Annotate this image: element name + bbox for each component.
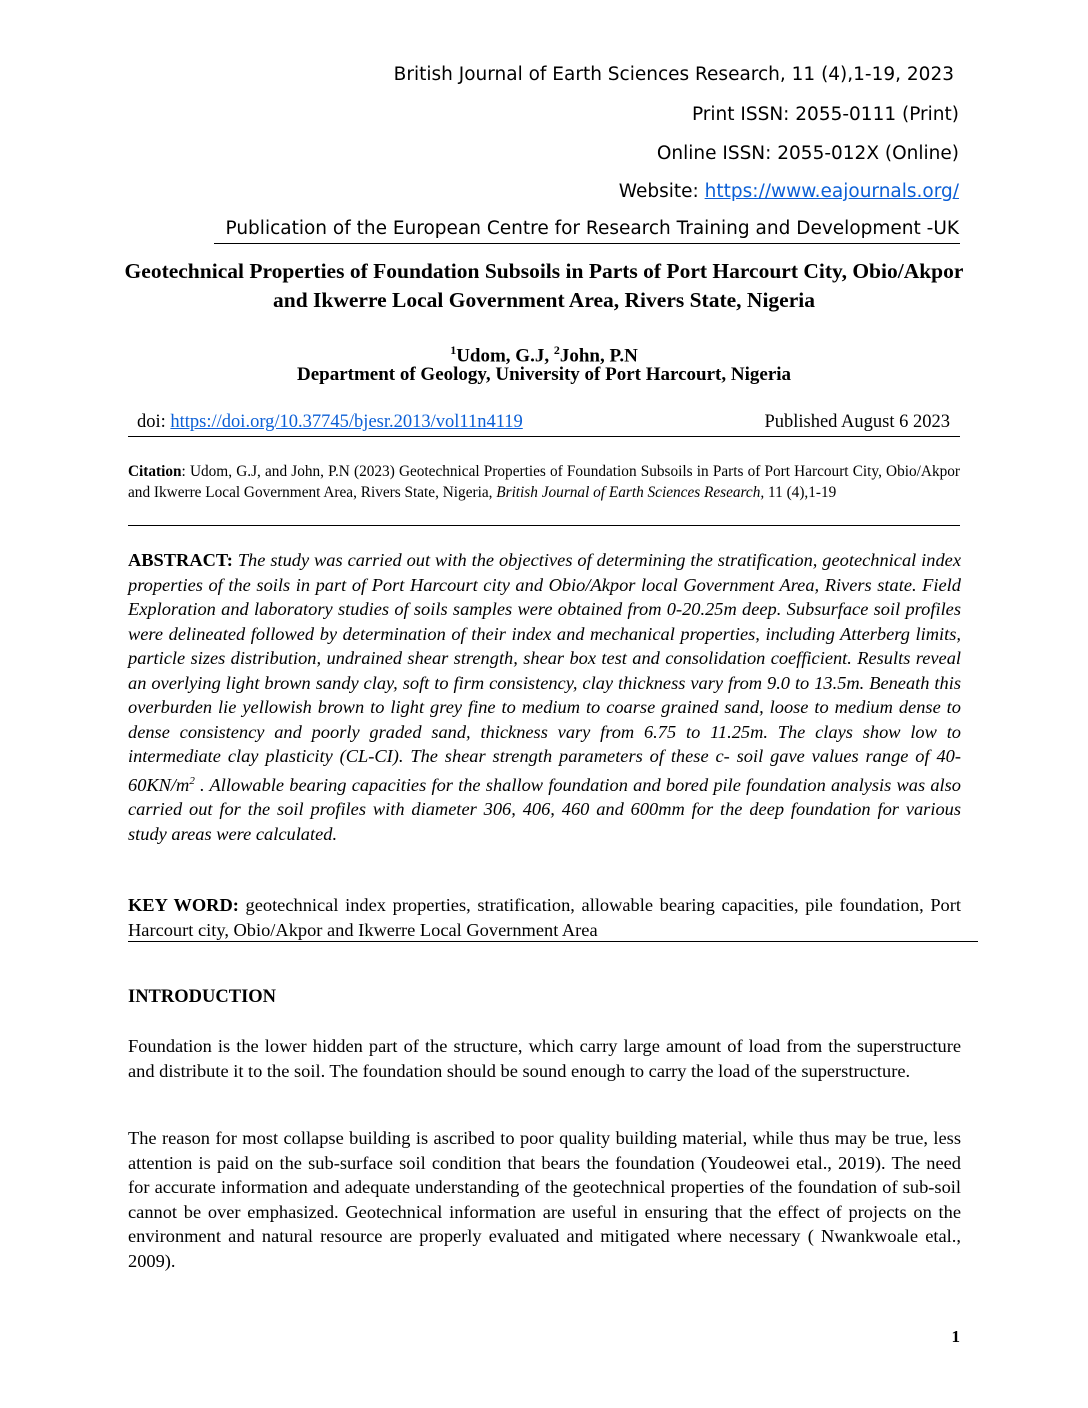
page-number: 1 [951,1327,960,1346]
introduction-heading: INTRODUCTION [128,987,277,1007]
author1-name: Udom, G.J, [456,345,554,367]
print-issn: Print ISSN: 2055-0111 (Print) [691,104,959,125]
paper-title: Geotechnical Properties of Foundation Subsoils in Parts of Port Harcourt City, Obio/Akpor and Ikwerre Local Government Area, Rivers State, Nigeria [124,259,964,312]
author1-affiliation-mark: 1 [450,343,457,357]
abstract-text-continued: . Allowable bearing capacities for the shallow foundation and bored pile foundation analysis was also carried out for the soil profiles with diameter 306, 406, 460 and 600mm for the deep foundation for various study areas were calculated. [128,774,961,844]
citation-issue: 11 (4),1-19 [764,484,837,501]
department: Department of Geology, University of Port Harcourt, Nigeria [296,364,792,385]
header-divider [214,243,960,244]
keywords [128,893,961,942]
online-issn: Online ISSN: 2055-012X (Online) [656,143,959,164]
doi-link[interactable]: https://doi.org/10.37745/bjesr.2013/vol11n4119 [170,412,523,432]
citation-text: : Udom, G.J, and John, P.N (2023) Geotechnical Properties of Foundation Subsoils in Parts of Port Harcourt City, Obio/Akpor and Ikwerre Local Government Area, Rivers State, Nigeria, [128,463,960,501]
doi-label: doi: [137,412,171,432]
abstract [128,548,961,846]
abstract-text: The study was carried out with the objectives of determining the stratification, geotechnical index properties of the soils in part of Port Harcourt city and Obio/Akpor local Government Area, Rivers state. Field Exploration and laboratory studies of soils samples were obtained from 0-20.25m deep. Subsurface soil profiles were delineated followed by determination of their index and mechanical properties, including Atterberg limits, particle sizes distribution, undrained shear strength, shear box test and consolidation coefficient. Results reveal an overlying light brown sandy clay, soft to firm consistency, clay thickness vary from 9.0 to 13.5m. Beneath this overburden lie yellowish brown to light grey fine to medium to coarse grained sand, loose to medium dense to dense consistency and poorly graded sand, thickness vary from 6.75 to 11.25m. The clays show low to intermediate clay plasticity (CL-CI). The shear strength parameters of these c- soil gave values range of 40-60KN/m [128,550,961,795]
citation [128,461,960,503]
author2-name: John, P.N [559,345,638,367]
published-date: Published August 6 2023 [764,412,950,432]
abstract-superscript: 2 [189,774,195,787]
doi-divider [128,436,960,437]
journal-line: British Journal of Earth Sciences Research, 11 (4),1-19, 2023 [393,64,954,85]
citation-label: Citation [128,463,182,480]
introduction-paragraph-1: Foundation is the lower hidden part of the structure, which carry large amount of load from the superstructure and distribute it to the soil. The foundation should be sound enough to carry the load of the superstructure. [128,1036,961,1081]
citation-journal: British Journal of Earth Sciences Research, [496,484,765,501]
abstract-label: ABSTRACT: [128,550,238,570]
keywords-text: geotechnical index properties, stratification, allowable bearing capacities, pile foundation, Port Harcourt city, Obio/Akpor and Ikwerre Local Government Area [128,895,961,940]
author2-affiliation-mark: 2 [553,343,560,357]
keywords-divider [128,941,978,942]
website-link[interactable]: https://www.eajournals.org/ [704,181,959,202]
website-label: Website: [618,181,705,202]
introduction-paragraph-2: The reason for most collapse building is ascribed to poor quality building material, while thus may be true, less attention is paid on the sub-surface soil condition that bears the foundation (Youdeowei etal., 2019). The need for accurate information and adequate understanding of the geotechnical properties of the foundation of sub-soil cannot be over emphasized. Geotechnical information are useful in ensuring that the effect of projects on the environment and natural resource are properly evaluated and mitigated where necessary ( Nwankwoale etal., 2009). [128,1128,961,1271]
publisher-line: Publication of the European Centre for Research Training and Development -UK [225,218,959,239]
website-line [619,181,959,202]
doi-line [137,412,523,433]
citation-divider [128,525,960,526]
keywords-label: KEY WORD: [128,895,246,915]
